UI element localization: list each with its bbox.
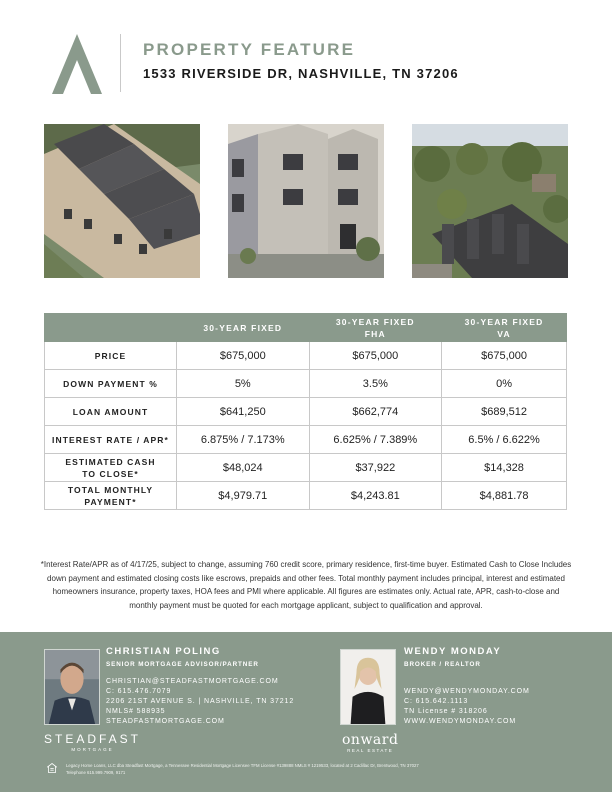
legal-line: Telephone 615.999.7909, 9171 — [66, 770, 126, 775]
aerial-townhomes-photo — [44, 124, 200, 278]
left-agent-name: CHRISTIAN POLING — [106, 646, 221, 657]
left-agent-email[interactable]: CHRISTIAN@STEADFASTMORTGAGE.COM — [106, 678, 279, 685]
row-label-loan-amount — [45, 398, 177, 426]
table-row — [45, 482, 567, 510]
table-cell: $4,243.81 — [309, 482, 442, 510]
left-agent-website[interactable]: STEADFASTMORTGAGE.COM — [106, 718, 225, 725]
legal-disclosure — [66, 762, 536, 776]
table-corner-cell — [45, 314, 177, 342]
row-label-cash-to-close — [45, 454, 177, 482]
right-agent-role: BROKER / REALTOR — [404, 661, 481, 668]
column-header-fha — [309, 314, 442, 342]
header-divider — [120, 34, 121, 92]
table-row — [45, 454, 567, 482]
steadfast-wordmark: STEADFAST — [44, 732, 142, 746]
table-cell: $37,922 — [309, 454, 442, 482]
row-label-total-monthly-payment — [45, 482, 177, 510]
left-agent-license: NMLS# 588935 — [106, 708, 166, 715]
row-label-text: TO CLOSE* — [82, 468, 139, 479]
table-cell: 6.5% / 6.622% — [442, 426, 567, 454]
right-agent-license: TN License # 318206 — [404, 708, 488, 715]
row-label-price — [45, 342, 177, 370]
left-agent-role: SENIOR MORTGAGE ADVISOR/PARTNER — [106, 661, 259, 668]
table-row — [45, 398, 567, 426]
row-label-down-payment — [45, 370, 177, 398]
left-agent-contact-info — [106, 677, 294, 727]
equal-housing-icon — [47, 763, 57, 773]
row-label-text: DOWN PAYMENT % — [63, 378, 158, 389]
column-header-subline: FHA — [364, 328, 386, 339]
onward-logo — [342, 732, 398, 753]
table-cell: $48,024 — [177, 454, 310, 482]
wendy-monday-headshot — [340, 649, 396, 725]
column-header-line: 30-YEAR FIXED — [203, 322, 283, 333]
company-logo-icon — [52, 34, 102, 94]
table-cell: 6.875% / 7.173% — [177, 426, 310, 454]
column-header-30-year-fixed — [177, 314, 310, 342]
table-cell: $689,512 — [442, 398, 567, 426]
row-label-text: LOAN AMOUNT — [72, 406, 149, 417]
table-cell: $641,250 — [177, 398, 310, 426]
column-header-subline: VA — [497, 328, 511, 339]
property-address: 1533 RIVERSIDE DR, NASHVILLE, TN 37206 — [143, 66, 459, 81]
disclaimer-footnote: *Interest Rate/APR as of 4/17/25, subject to change, assuming 760 credit score, primary residence, first-time buyer. Estimated Cash to Close Includes down payment and estimated closing costs like escrows, prepaids and other fees. Total monthly payment includes principal, interest and estimated homeowners insurance, property taxes, HOA fees and PMI where applicable. All figures are estimates only. Actual rate, APR, cash-to-close and monthly payment must be quoted for each mortgage applicant, subject to qualification and approval. — [40, 560, 572, 610]
right-agent-name: WENDY MONDAY — [404, 646, 502, 657]
table-cell: $662,774 — [309, 398, 442, 426]
table-cell: 3.5% — [309, 370, 442, 398]
table-row — [45, 426, 567, 454]
table-cell: 6.625% / 7.389% — [309, 426, 442, 454]
table-cell: $4,979.71 — [177, 482, 310, 510]
column-header-va — [442, 314, 567, 342]
table-cell: $4,881.78 — [442, 482, 567, 510]
steadfast-logo — [44, 732, 141, 752]
right-agent-email[interactable]: WENDY@WENDYMONDAY.COM — [404, 688, 530, 695]
right-agent-website[interactable]: WWW.WENDYMONDAY.COM — [404, 718, 517, 725]
table-row — [45, 370, 567, 398]
left-agent-address: 2206 21ST AVENUE S. | NASHVILLE, TN 37212 — [106, 698, 295, 705]
table-row — [45, 342, 567, 370]
table-cell: $675,000 — [309, 342, 442, 370]
legal-line: Legacy Home Loans, LLC dba Steadfast Mortgage, a Tennessee Residential Mortgage Licensee TFM License #139888 NMLS # 1219533, located at 2 Cadillac Dr, Brentwood, TN 37027 — [66, 763, 419, 768]
contact-band — [0, 632, 612, 792]
table-cell: $675,000 — [177, 342, 310, 370]
onward-subtitle: REAL ESTATE — [347, 748, 394, 753]
left-agent-phone[interactable]: C: 615.476.7079 — [106, 688, 172, 695]
right-agent-phone[interactable]: C: 615.642.1113 — [404, 698, 469, 705]
christian-poling-headshot — [44, 649, 100, 725]
front-facade-photo — [228, 124, 384, 278]
row-label-text: ESTIMATED CASH — [65, 456, 156, 467]
table-cell: 5% — [177, 370, 310, 398]
table-cell: $14,328 — [442, 454, 567, 482]
table-cell: $675,000 — [442, 342, 567, 370]
pricing-comparison-table — [44, 313, 567, 510]
column-header-line: 30-YEAR FIXED — [464, 316, 544, 327]
row-label-text: TOTAL MONTHLY — [67, 484, 154, 495]
steadfast-subtitle: MORTGAGE — [71, 747, 114, 752]
row-label-text: INTEREST RATE / APR* — [52, 434, 169, 445]
neighborhood-aerial-photo — [412, 124, 568, 278]
page-title: PROPERTY FEATURE — [143, 40, 356, 59]
table-cell: 0% — [442, 370, 567, 398]
row-label-interest-rate — [45, 426, 177, 454]
right-agent-contact-info — [404, 687, 530, 727]
row-label-text: PRICE — [94, 350, 127, 361]
table-header-row — [45, 314, 567, 342]
column-header-line: 30-YEAR FIXED — [335, 316, 415, 327]
onward-wordmark: onward — [342, 732, 399, 748]
row-label-text: PAYMENT* — [84, 496, 137, 507]
